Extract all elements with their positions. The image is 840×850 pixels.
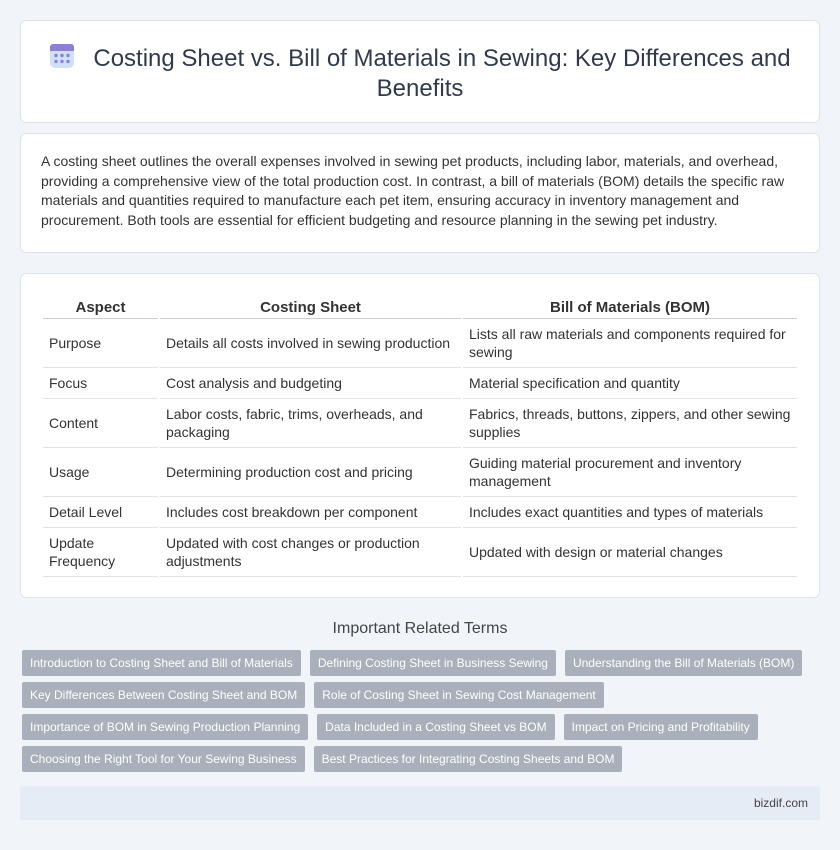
- related-term-tag[interactable]: Importance of BOM in Sewing Production Planning: [22, 714, 308, 740]
- calculator-icon: [49, 43, 75, 69]
- table-row: [43, 319, 797, 368]
- tag-row: [22, 746, 822, 772]
- related-term-tag[interactable]: Choosing the Right Tool for Your Sewing Business: [22, 746, 305, 772]
- table-cell-costing-sheet: Includes cost breakdown per component: [160, 497, 461, 528]
- related-term-tag[interactable]: Impact on Pricing and Profitability: [564, 714, 758, 740]
- page-title-wrap: [41, 43, 799, 104]
- table-row: [43, 368, 797, 399]
- table-cell-aspect: Detail Level: [43, 497, 158, 528]
- table-header-row: [43, 294, 797, 319]
- column-header-bom: Bill of Materials (BOM): [463, 294, 797, 319]
- header-card: [20, 20, 820, 123]
- table-row: [43, 497, 797, 528]
- table-cell-aspect: Content: [43, 399, 158, 448]
- table-cell-costing-sheet: Cost analysis and budgeting: [160, 368, 461, 399]
- footer-site-link[interactable]: bizdif.com: [753, 796, 808, 810]
- tag-row: [22, 714, 822, 740]
- table-cell-bom: Updated with design or material changes: [463, 528, 797, 577]
- table-cell-costing-sheet: Updated with cost changes or production adjustments: [160, 528, 461, 577]
- footer: [20, 786, 820, 820]
- table-cell-costing-sheet: Labor costs, fabric, trims, overheads, and packaging: [160, 399, 461, 448]
- column-header-aspect: Aspect: [43, 294, 158, 319]
- related-term-tag[interactable]: Defining Costing Sheet in Business Sewing: [310, 650, 556, 676]
- table-cell-bom: Guiding material procurement and inventory management: [463, 448, 797, 497]
- summary-paragraph: A costing sheet outlines the overall expenses involved in sewing pet products, including labor, materials, and overhead, providing a comprehensive view of the total production cost. In contrast, a bill of materials (BOM) details the specific raw materials and quantities required to manufacture each pet item, ensuring accuracy in inventory management and procurement. Both tools are essential for efficient budgeting and resource planning in the sewing pet industry.: [41, 153, 785, 228]
- table-cell-aspect: Update Frequency: [43, 528, 158, 577]
- related-terms-heading: Important Related Terms: [332, 620, 508, 637]
- column-header-costing-sheet: Costing Sheet: [160, 294, 461, 319]
- related-term-tag[interactable]: Role of Costing Sheet in Sewing Cost Management: [314, 682, 604, 708]
- table-cell-bom: Fabrics, threads, buttons, zippers, and other sewing supplies: [463, 399, 797, 448]
- table-row: [43, 399, 797, 448]
- related-term-tag[interactable]: Understanding the Bill of Materials (BOM): [565, 650, 802, 676]
- table-cell-aspect: Focus: [43, 368, 158, 399]
- table-cell-bom: Includes exact quantities and types of materials: [463, 497, 797, 528]
- related-terms-list: [22, 650, 822, 778]
- table-cell-bom: Lists all raw materials and components required for sewing: [463, 319, 797, 368]
- related-term-tag[interactable]: Key Differences Between Costing Sheet and BOM: [22, 682, 305, 708]
- table-cell-aspect: Usage: [43, 448, 158, 497]
- tag-row: [22, 682, 822, 708]
- comparison-table: [41, 294, 799, 577]
- summary-card: [20, 133, 820, 253]
- tag-row: [22, 650, 822, 676]
- related-term-tag[interactable]: Introduction to Costing Sheet and Bill of Materials: [22, 650, 301, 676]
- table-row: [43, 528, 797, 577]
- table-cell-bom: Material specification and quantity: [463, 368, 797, 399]
- related-term-tag[interactable]: Data Included in a Costing Sheet vs BOM: [317, 714, 554, 740]
- page-title: Costing Sheet vs. Bill of Materials in Sewing: Key Differences and Benefits: [93, 45, 791, 102]
- table-row: [43, 448, 797, 497]
- comparison-table-card: [20, 273, 820, 598]
- table-cell-costing-sheet: Details all costs involved in sewing production: [160, 319, 461, 368]
- table-cell-costing-sheet: Determining production cost and pricing: [160, 448, 461, 497]
- related-term-tag[interactable]: Best Practices for Integrating Costing Sheets and BOM: [314, 746, 623, 772]
- table-cell-aspect: Purpose: [43, 319, 158, 368]
